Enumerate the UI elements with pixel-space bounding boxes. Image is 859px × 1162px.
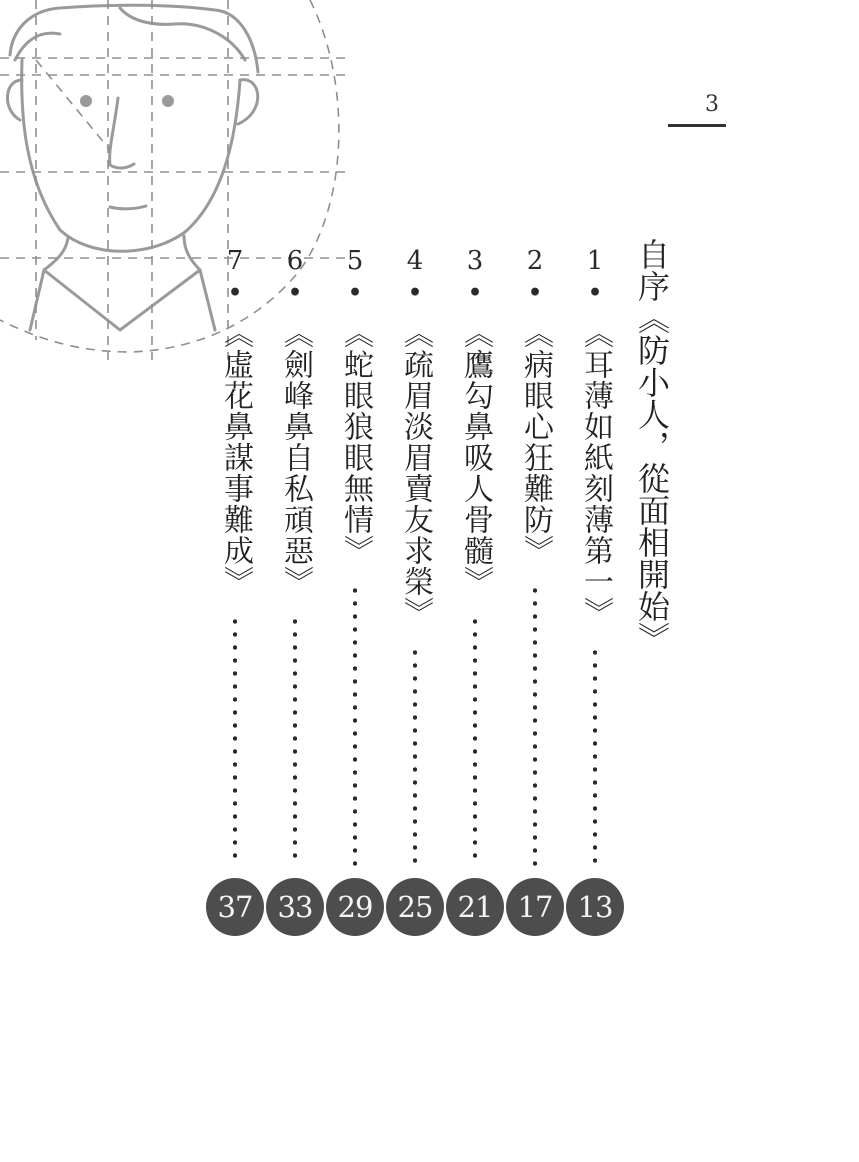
dot-leader — [533, 584, 537, 866]
toc-page-badge: 13 — [566, 878, 624, 936]
dot-leader — [593, 646, 597, 866]
toc-entry-separator: • — [467, 280, 483, 306]
toc-entry-title: 《虛花鼻謀事難成》 — [218, 318, 253, 597]
toc-page-badge: 29 — [326, 878, 384, 936]
page-number: 3 — [705, 92, 719, 117]
dot-leader — [413, 646, 417, 866]
toc-entry-separator: • — [587, 280, 603, 306]
toc-entry-separator: • — [347, 280, 363, 306]
page-number-rule — [668, 124, 726, 127]
toc-entry-separator: • — [407, 280, 423, 306]
toc-entry-title: 《蛇眼狼眼無情》 — [338, 318, 373, 566]
toc-entry-title: 《耳薄如紙刻薄第一》 — [578, 318, 613, 628]
toc-page-badge: 37 — [206, 878, 264, 936]
toc-entry-1[interactable] — [573, 246, 617, 936]
toc-page-badge: 21 — [446, 878, 504, 936]
toc-entry-number: 4 — [406, 246, 424, 276]
toc-entry-separator: • — [287, 280, 303, 306]
toc-entry-title: 《病眼心狂難防》 — [518, 318, 553, 566]
preface-title: 自序《防小人，從面相開始》 — [633, 238, 671, 654]
toc-entry-number: 5 — [346, 246, 364, 276]
toc-entry-title: 《疏眉淡眉賣友求榮》 — [398, 318, 433, 628]
dot-leader — [353, 584, 357, 866]
dot-leader — [233, 615, 237, 866]
toc-page-badge: 25 — [386, 878, 444, 936]
toc-entry-number: 3 — [466, 246, 484, 276]
toc-entry-6[interactable] — [273, 246, 317, 936]
toc-entry-number: 7 — [226, 246, 244, 276]
toc-entry-number: 6 — [286, 246, 304, 276]
toc-page-badge: 33 — [266, 878, 324, 936]
toc-entry-7[interactable] — [213, 246, 257, 936]
toc-entry-separator: • — [227, 280, 243, 306]
toc-entry-title: 《鷹勾鼻吸人骨髓》 — [458, 318, 493, 597]
toc-entry-3[interactable] — [453, 246, 497, 936]
toc-entry-5[interactable] — [333, 246, 377, 936]
toc-entry-number: 2 — [526, 246, 544, 276]
toc-entry-separator: • — [527, 280, 543, 306]
toc-page-badge: 17 — [506, 878, 564, 936]
toc-entry-2[interactable] — [513, 246, 557, 936]
toc-entry-number: 1 — [586, 246, 604, 276]
dot-leader — [473, 615, 477, 866]
toc-entry-title: 《劍峰鼻自私頑惡》 — [278, 318, 313, 597]
dot-leader — [293, 615, 297, 866]
toc-entry-4[interactable] — [393, 246, 437, 936]
